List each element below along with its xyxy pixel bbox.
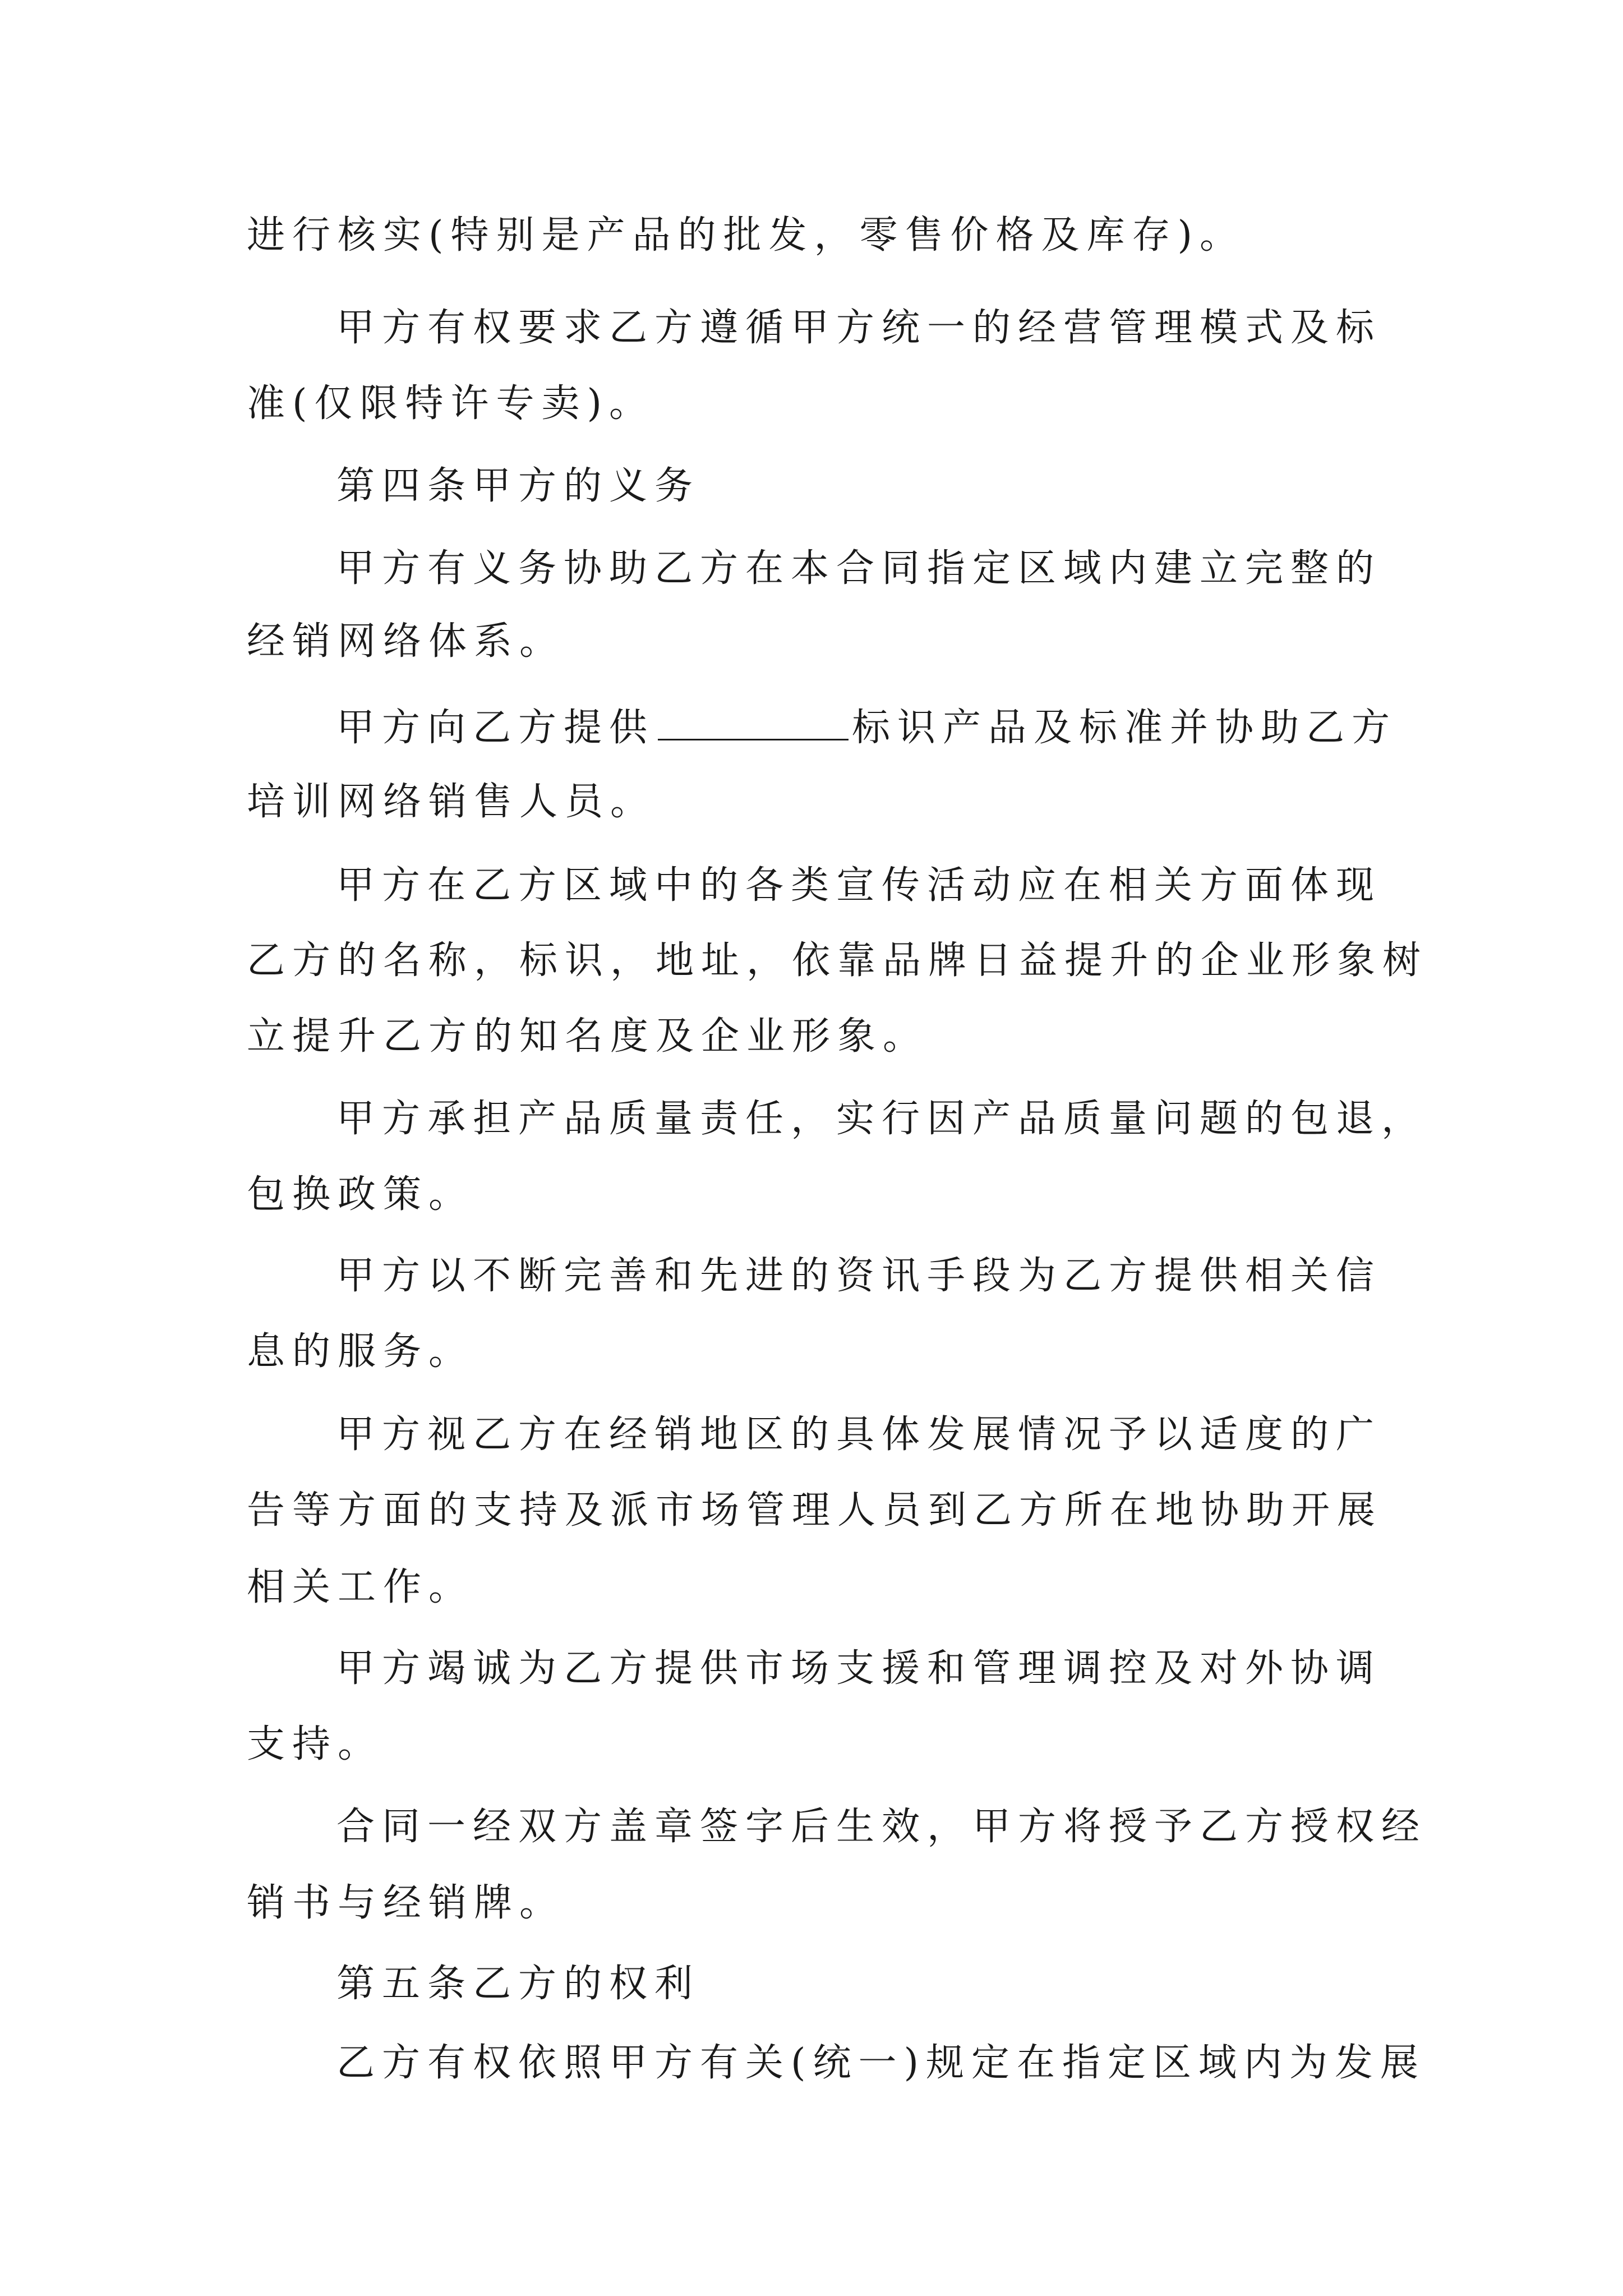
paragraph-first-line: 甲方视乙方在经销地区的具体发展情况予以适度的广 [336,1412,1382,1457]
text-line: 支持。 [247,1722,384,1766]
text-line: 乙方的名称，标识，地址，依靠品牌日益提升的企业形象树 [247,938,1428,983]
paragraph-first-line: 甲方以不断完善和先进的资讯手段为乙方提供相关信 [336,1254,1382,1298]
paragraph-first-line: 乙方有权依照甲方有关(统一)规定在指定区域内为发展 [336,2041,1426,2085]
text-line: 息的服务。 [247,1329,474,1374]
text-line: 培训网络销售人员。 [247,780,656,824]
paragraph-first-line: 甲方承担产品质量责任，实行因产品质量问题的包退， [336,1097,1427,1141]
text-segment: 甲方向乙方提供 [336,706,655,750]
text-line: 经销网络体系。 [247,619,565,664]
text-line: 准(仅限特许专卖)。 [247,381,655,426]
paragraph-first-line: 甲方有权要求乙方遵循甲方统一的经营管理模式及标 [336,306,1382,350]
section-heading-article-5: 第五条乙方的权利 [336,1962,700,2006]
section-heading-article-4: 第四条甲方的义务 [336,464,700,508]
paragraph-first-line: 甲方有义务协助乙方在本合同指定区域内建立完整的 [336,546,1382,591]
text-line: 立提升乙方的知名度及企业形象。 [247,1014,929,1059]
paragraph-first-line: 甲方竭诚为乙方提供市场支援和管理调控及对外协调 [336,1646,1382,1691]
text-line: 相关工作。 [247,1565,474,1609]
paragraph-first-line: 甲方在乙方区域中的各类宣传活动应在相关方面体现 [336,863,1382,908]
fill-in-blank [658,705,849,740]
text-segment: 标识产品及标准并协助乙方 [852,706,1398,750]
paragraph-first-line: 合同一经双方盖章签字后生效，甲方将授予乙方授权经 [336,1805,1427,1849]
text-line: 包换政策。 [247,1172,474,1217]
text-line: 告等方面的支持及派市场管理人员到乙方所在地协助开展 [247,1488,1383,1533]
text-line: 进行核实(特别是产品的批发，零售价格及库存)。 [247,213,1246,257]
paragraph-first-line [336,694,1397,762]
text-line: 销书与经销牌。 [247,1881,565,1925]
